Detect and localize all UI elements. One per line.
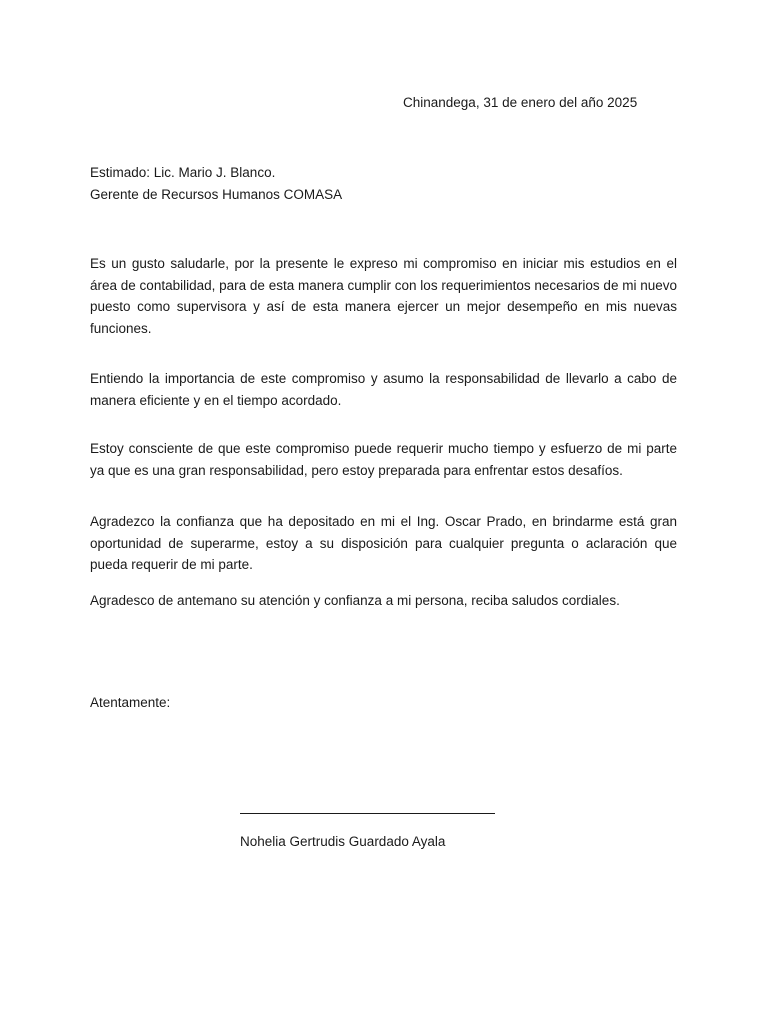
body-paragraph-3: Estoy consciente de que este compromiso puede requerir mucho tiempo y esfuerzo de mi parte ya que es una gran responsabilidad, pero estoy preparada para enfrentar estos desafíos.	[90, 441, 677, 478]
body-paragraph-4: Agradezco la confianza que ha depositado en mi el Ing. Oscar Prado, en brindarme está gran oportunidad de superarme, estoy a su disposición para cualquier pregunta o aclaración que pueda requerir de mi parte.	[90, 514, 677, 573]
recipient-block	[90, 162, 650, 206]
signer-name: Nohelia Gertrudis Guardado Ayala	[240, 834, 446, 849]
body-paragraph-1: Es un gusto saludarle, por la presente le expreso mi compromiso en iniciar mis estudios en el área de contabilidad, para de esta manera cumplir con los requerimientos necesarios de mi nuevo puesto como supervisora y así de esta manera ejercer un mejor desempeño en mis nuevas funciones.	[90, 256, 677, 336]
recipient-position: Gerente de Recursos Humanos COMASA	[90, 187, 343, 202]
body-paragraph-5: Agradesco de antemano su atención y confianza a mi persona, reciba saludos cordiales.	[90, 593, 620, 608]
body-paragraph-2: Entiendo la importancia de este compromiso y asumo la responsabilidad de llevarlo a cabo de manera eficiente y en el tiempo acordado.	[90, 371, 677, 408]
signature-line	[240, 813, 495, 814]
closing: Atentamente:	[90, 695, 171, 710]
recipient-salutation: Estimado: Lic. Mario J. Blanco.	[90, 165, 276, 180]
date-line: Chinandega, 31 de enero del año 2025	[403, 95, 638, 110]
